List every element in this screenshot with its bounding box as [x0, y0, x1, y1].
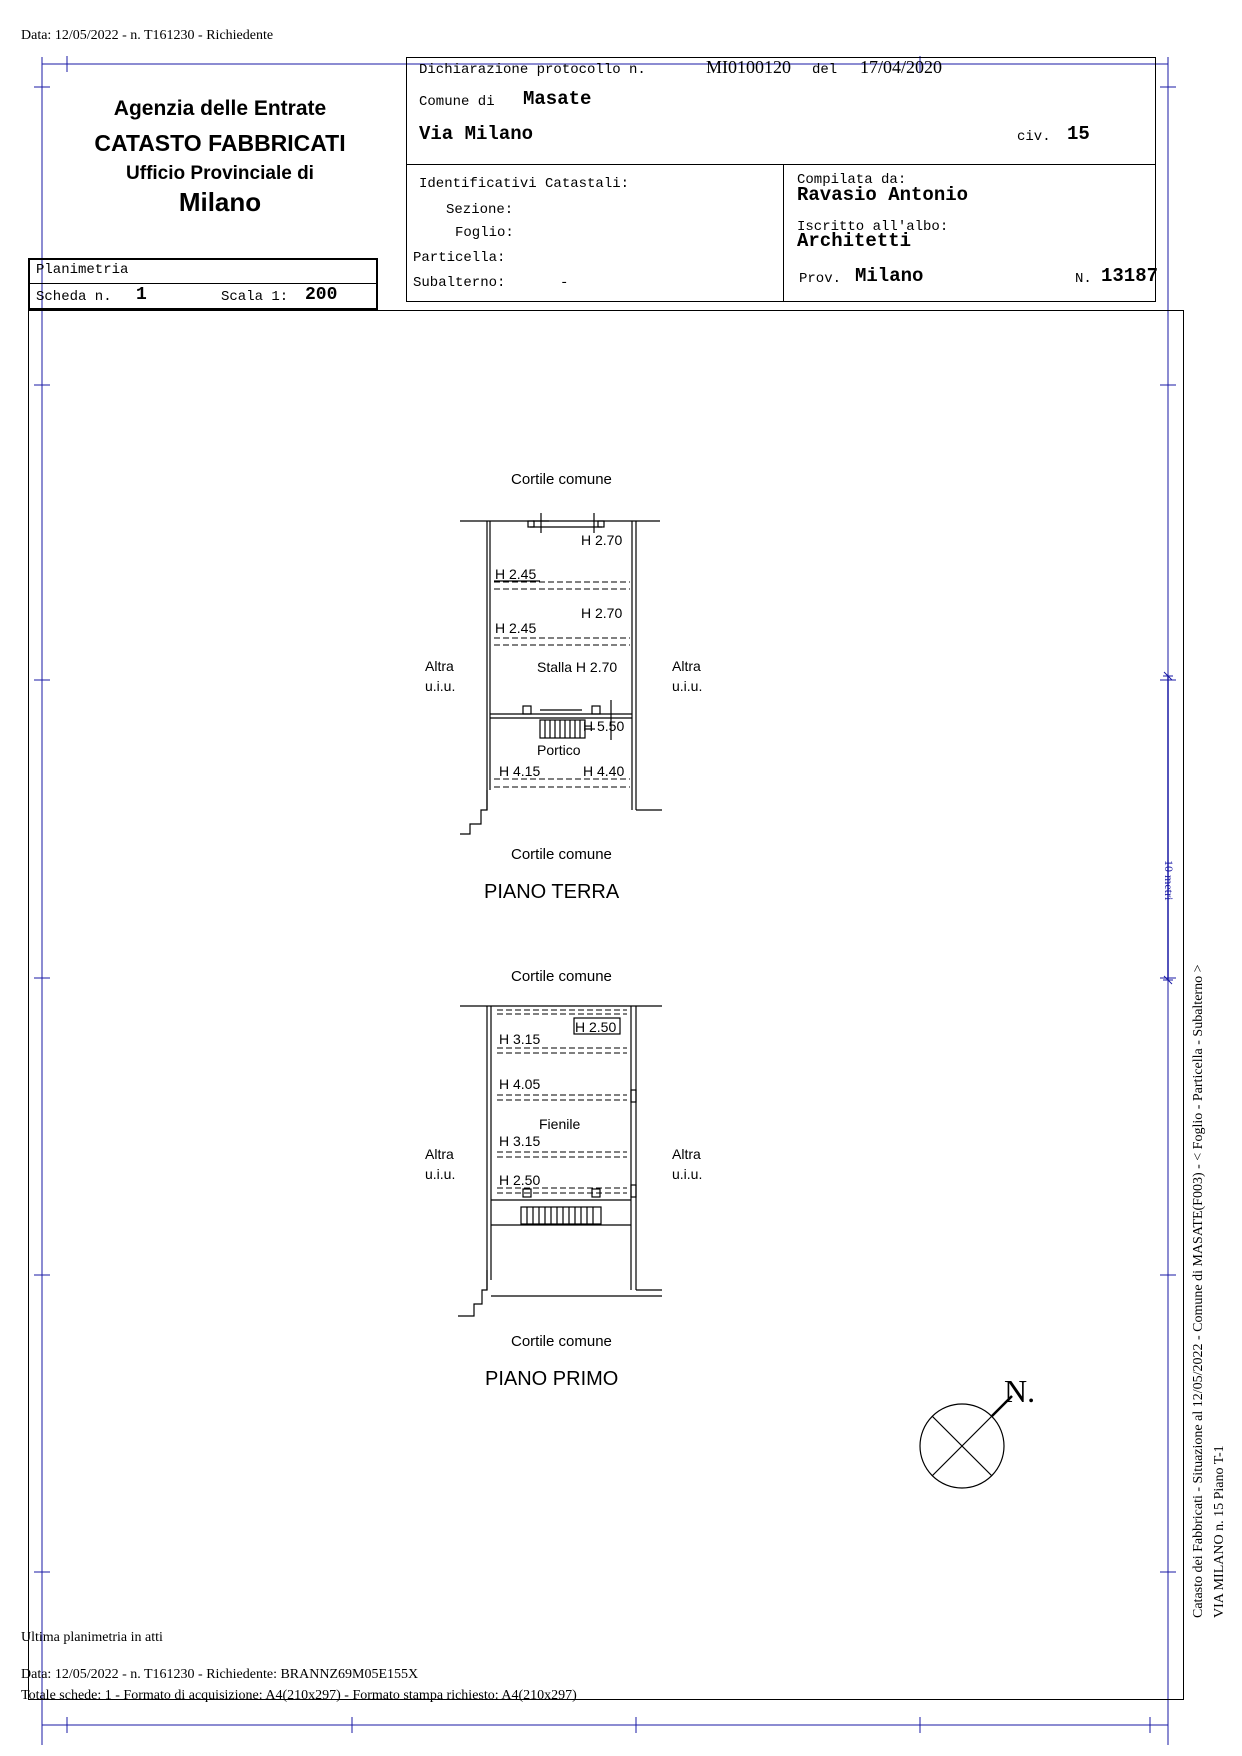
height-label: H 4.05	[499, 1076, 541, 1092]
height-label: H 2.50	[499, 1172, 541, 1188]
footer-data-line: Data: 12/05/2022 - n. T161230 - Richiedente: BRANNZ69M05E155X	[21, 1667, 419, 1682]
height-label: H 5.50	[583, 718, 625, 734]
header-line: Data: 12/05/2022 - n. T161230 - Richiedente	[21, 28, 274, 43]
del-label: del	[812, 62, 838, 78]
n-label: N.	[1075, 271, 1092, 287]
civ-value: 15	[1067, 123, 1090, 145]
albo-label: Iscritto all'albo:	[797, 219, 949, 235]
compiler-name: Ravasio Antonio	[797, 184, 969, 206]
altra-left-ground: Altra	[425, 658, 454, 674]
address-value: Via Milano	[419, 123, 534, 145]
footer-ultima: Ultima planimetria in atti	[21, 1630, 163, 1645]
side-address-line: VIA MILANO n. 15 Piano T-1	[1212, 1445, 1227, 1618]
floor-title-ground: PIANO TERRA	[484, 881, 620, 903]
scala-number: 200	[305, 285, 338, 305]
height-label: H 3.15	[499, 1133, 541, 1149]
prov-label: Prov.	[799, 271, 842, 287]
altra-left-first: Altra	[425, 1146, 454, 1162]
uiu-left-ground: u.i.u.	[425, 678, 456, 694]
comune-label: Comune di	[419, 94, 495, 110]
floor-title-first: PIANO PRIMO	[485, 1368, 619, 1390]
cortile-top-first: Cortile comune	[511, 968, 612, 985]
prov-value: Milano	[855, 265, 924, 287]
comune-value: Masate	[523, 88, 592, 110]
agency-city: Milano	[178, 187, 262, 217]
room-label-fienile: Fienile	[539, 1116, 581, 1132]
uiu-right-ground: u.i.u.	[672, 678, 703, 694]
n-value: 13187	[1101, 265, 1159, 287]
room-label-portico: Portico	[537, 742, 581, 758]
height-label: H 2.70	[581, 605, 623, 621]
subalterno-label: Subalterno:	[413, 275, 506, 291]
scheda-number: 1	[136, 285, 147, 305]
side-info-line: Catasto dei Fabbricati - Situazione al 12/05/2022 - Comune di MASATE(F003) - < Foglio - Particella - Subalterno >	[1191, 964, 1206, 1618]
compiler-label: Compilata da:	[797, 172, 907, 188]
height-label: H 4.15	[499, 763, 541, 779]
room-label-stalla: Stalla H 2.70	[537, 659, 618, 675]
height-label: H 2.45	[495, 566, 537, 582]
protocol-date: 17/04/2020	[860, 57, 943, 77]
altra-right-first: Altra	[672, 1146, 701, 1162]
civ-label: civ.	[1017, 129, 1051, 145]
particella-label: Particella:	[413, 250, 506, 266]
cortile-bottom-ground: Cortile comune	[511, 846, 612, 863]
planimetria-label: Planimetria	[36, 262, 129, 278]
footer-totale-line: Totale schede: 1 - Formato di acquisizione: A4(210x297) - Formato stampa richiesto: A4(210x297)	[21, 1688, 577, 1703]
uiu-right-first: u.i.u.	[672, 1166, 703, 1182]
height-label: H 2.45	[495, 620, 537, 636]
subalterno-value: -	[560, 275, 569, 291]
height-label: H 2.50	[575, 1019, 617, 1035]
height-label: H 4.40	[583, 763, 625, 779]
protocol-number: MI0100120	[706, 57, 791, 77]
cortile-bottom-first: Cortile comune	[511, 1333, 612, 1350]
scale-bar-label: 10 metri	[1162, 860, 1176, 901]
height-label: H 3.15	[499, 1031, 541, 1047]
foglio-label: Foglio:	[455, 225, 514, 241]
altra-right-ground: Altra	[672, 658, 701, 674]
height-label: H 2.70	[581, 532, 623, 548]
cortile-top-ground: Cortile comune	[511, 471, 612, 488]
albo-value: Architetti	[797, 230, 912, 252]
scheda-label: Scheda n.	[36, 289, 112, 305]
identifiers-title: Identificativi Catastali:	[419, 176, 630, 192]
uiu-left-first: u.i.u.	[425, 1166, 456, 1182]
agency-dept: CATASTO FABBRICATI	[94, 130, 346, 156]
sezione-label: Sezione:	[446, 202, 514, 218]
north-label: N.	[1004, 1373, 1036, 1409]
agency-office: Ufficio Provinciale di	[126, 163, 314, 184]
protocol-label: Dichiarazione protocollo n.	[419, 62, 646, 78]
scala-label: Scala 1:	[221, 289, 289, 305]
agency-name: Agenzia delle Entrate	[113, 97, 327, 120]
